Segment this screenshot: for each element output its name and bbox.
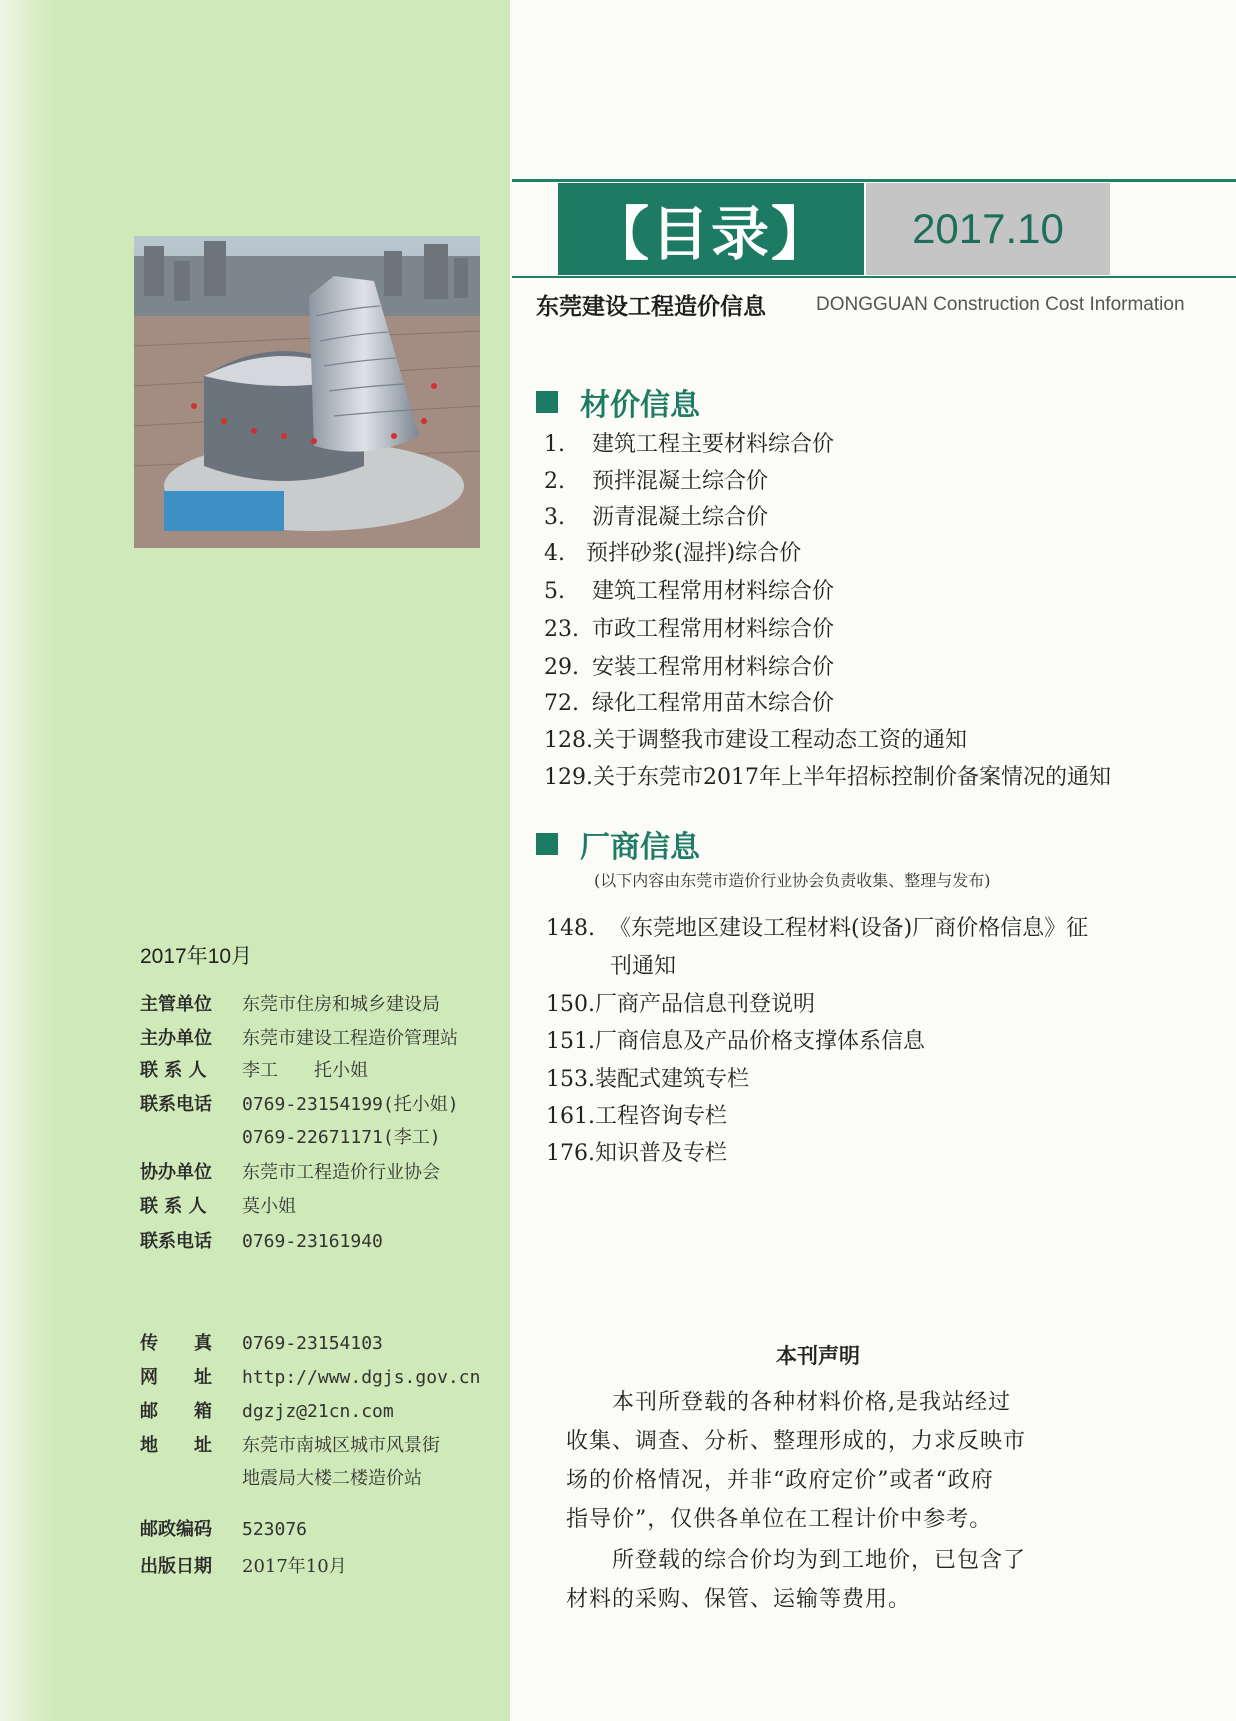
toc-page-number: 23. (544, 617, 579, 642)
declaration-line: 收集、调查、分析、整理形成的，力求反映市 (566, 1429, 1027, 1454)
info-value: 东莞市建设工程造价管理站 (242, 1028, 458, 1049)
info-row-fax (140, 1329, 383, 1355)
info-key: 传 真 (140, 1333, 212, 1354)
square-bullet-icon (536, 391, 558, 413)
toc-item-title: 装配式建筑专栏 (594, 1067, 749, 1092)
toc-item-title: 市政工程常用材料综合价 (592, 617, 835, 642)
info-row-phone-3 (140, 1227, 383, 1253)
info-row-phone-2 (140, 1123, 441, 1149)
info-value: 莫小姐 (242, 1196, 296, 1217)
toc-page-number: 176. (546, 1141, 595, 1166)
cover-photo (134, 236, 480, 548)
info-key: 网 址 (140, 1367, 212, 1388)
info-row-co-organizer (140, 1158, 440, 1184)
info-row-contact (140, 1056, 368, 1082)
header-bottom-rule (512, 276, 1236, 278)
info-row-website (140, 1363, 480, 1389)
toc-item-title: 工程咨询专栏 (594, 1104, 727, 1129)
info-value: dgzjz@21cn.com (242, 1401, 394, 1422)
info-value: 东莞市住房和城乡建设局 (242, 994, 440, 1015)
toc-item-title: 建筑工程主要材料综合价 (592, 432, 835, 457)
toc-page-number: 129. (544, 765, 593, 790)
toc-title: 【目录】 (558, 183, 864, 275)
info-row-address-2 (140, 1464, 422, 1490)
info-key: 邮 箱 (140, 1401, 212, 1422)
toc-item[interactable] (546, 987, 815, 1018)
toc-item[interactable] (546, 1024, 925, 1055)
toc-item[interactable] (544, 536, 801, 567)
info-value: 523076 (242, 1519, 308, 1540)
declaration-line: 本刊所登载的各种材料价格,是我站经过 (566, 1390, 1011, 1415)
section-heading-text: 材价信息 (580, 388, 700, 423)
declaration-line: 场的价格情况，并非“政府定价”或者“政府 (566, 1468, 994, 1493)
info-value: http://www.dgjs.gov.cn (242, 1367, 481, 1388)
toc-item-title: 厂商产品信息刊登说明 (594, 992, 815, 1017)
section-heading-text: 厂商信息 (580, 830, 700, 865)
info-value: 东莞市南城区城市风景街 (242, 1435, 440, 1456)
toc-page-number: 151. (546, 1029, 595, 1054)
publication-name-cn: 东莞建设工程造价信息 (536, 294, 766, 320)
info-value: 0769-23161940 (242, 1231, 383, 1252)
declaration-line: 指导价”，仅供各单位在工程计价中参考。 (566, 1507, 993, 1532)
info-row-contact-2 (140, 1192, 296, 1218)
info-key: 联 系 人 (140, 1196, 207, 1217)
toc-page-number: 2. (544, 469, 565, 494)
toc-page-number: 161. (546, 1104, 595, 1129)
info-row-publish-date (140, 1552, 347, 1578)
publication-name-en: DONGGUAN Construction Cost Information (816, 294, 1185, 315)
toc-page-number: 150. (546, 992, 595, 1017)
info-key: 主管单位 (140, 994, 212, 1015)
toc-item[interactable] (546, 911, 1088, 942)
toc-item[interactable] (544, 612, 834, 643)
section-heading-vendors (536, 822, 700, 866)
declaration-line: 所登载的综合价均为到工地价，已包含了 (566, 1548, 1027, 1573)
toc-item[interactable] (544, 574, 834, 605)
toc-item-title: 关于调整我市建设工程动态工资的通知 (592, 728, 967, 753)
toc-item[interactable] (544, 686, 834, 717)
toc-item-title: 知识普及专栏 (594, 1141, 727, 1166)
header-top-rule (512, 179, 1236, 182)
info-value: 李工 托小姐 (242, 1060, 368, 1081)
toc-page-number: 3. (544, 505, 565, 530)
info-key: 联系电话 (140, 1231, 212, 1252)
toc-item[interactable] (544, 650, 834, 681)
declaration-line: 材料的采购、保管、运输等费用。 (566, 1587, 912, 1612)
info-value: 2017年10月 (242, 1556, 347, 1577)
info-row-sponsor (140, 1024, 458, 1050)
section-heading-materials (536, 380, 700, 424)
info-key: 联 系 人 (140, 1060, 207, 1081)
info-value: 0769-23154199(托小姐) (242, 1094, 459, 1115)
info-row-address (140, 1431, 440, 1457)
info-key: 协办单位 (140, 1162, 212, 1183)
toc-page-number: 29. (544, 655, 579, 680)
info-key: 邮政编码 (140, 1519, 212, 1540)
toc-item[interactable] (546, 1136, 727, 1167)
toc-item[interactable] (546, 1062, 749, 1093)
toc-item-title: 绿化工程常用苗木综合价 (592, 691, 835, 716)
toc-item-continuation: 刊通知 (610, 954, 677, 979)
info-row-email (140, 1397, 394, 1423)
toc-page-number: 5. (544, 579, 565, 604)
toc-page-number: 128. (544, 728, 593, 753)
issue-number: 2017.10 (866, 183, 1110, 275)
toc-page-number: 148. (546, 916, 595, 941)
info-key: 地 址 (140, 1435, 212, 1456)
section-note: (以下内容由东莞市造价行业协会负责收集、整理与发布) (594, 871, 991, 890)
toc-item-title: 安装工程常用材料综合价 (592, 655, 835, 680)
toc-item[interactable] (544, 760, 1111, 791)
toc-item[interactable] (544, 464, 768, 495)
toc-item[interactable] (544, 723, 967, 754)
toc-item-title: 预拌混凝土综合价 (592, 469, 769, 494)
declaration-title: 本刊声明 (776, 1344, 860, 1368)
toc-item-title: 《东莞地区建设工程材料(设备)厂商价格信息》征 (608, 916, 1089, 941)
toc-item-title: 建筑工程常用材料综合价 (592, 579, 835, 604)
toc-page-number: 72. (544, 691, 579, 716)
info-key: 主办单位 (140, 1028, 212, 1049)
info-row-supervisor (140, 990, 440, 1016)
toc-item[interactable] (544, 500, 768, 531)
toc-page-number: 4. (544, 541, 565, 566)
toc-item[interactable] (546, 1099, 727, 1130)
info-key: 出版日期 (140, 1556, 212, 1577)
square-bullet-icon (536, 833, 558, 855)
info-value: 东莞市工程造价行业协会 (242, 1162, 440, 1183)
info-row-postcode (140, 1515, 307, 1541)
info-row-phone (140, 1090, 459, 1116)
toc-item-title: 预拌砂浆(湿拌)综合价 (586, 541, 802, 566)
info-value: 地震局大楼二楼造价站 (242, 1468, 422, 1489)
toc-page-number: 1. (544, 432, 565, 457)
toc-page-number: 153. (546, 1067, 595, 1092)
info-value: 0769-22671171(李工) (242, 1127, 441, 1148)
toc-item[interactable] (544, 427, 834, 458)
info-key: 联系电话 (140, 1094, 212, 1115)
info-value: 0769-23154103 (242, 1333, 383, 1354)
toc-item-title: 关于东莞市2017年上半年招标控制价备案情况的通知 (592, 765, 1111, 790)
toc-item-title: 沥青混凝土综合价 (592, 505, 769, 530)
toc-item-title: 厂商信息及产品价格支撑体系信息 (594, 1029, 925, 1054)
issue-date-label: 2017年10月 (140, 945, 253, 968)
